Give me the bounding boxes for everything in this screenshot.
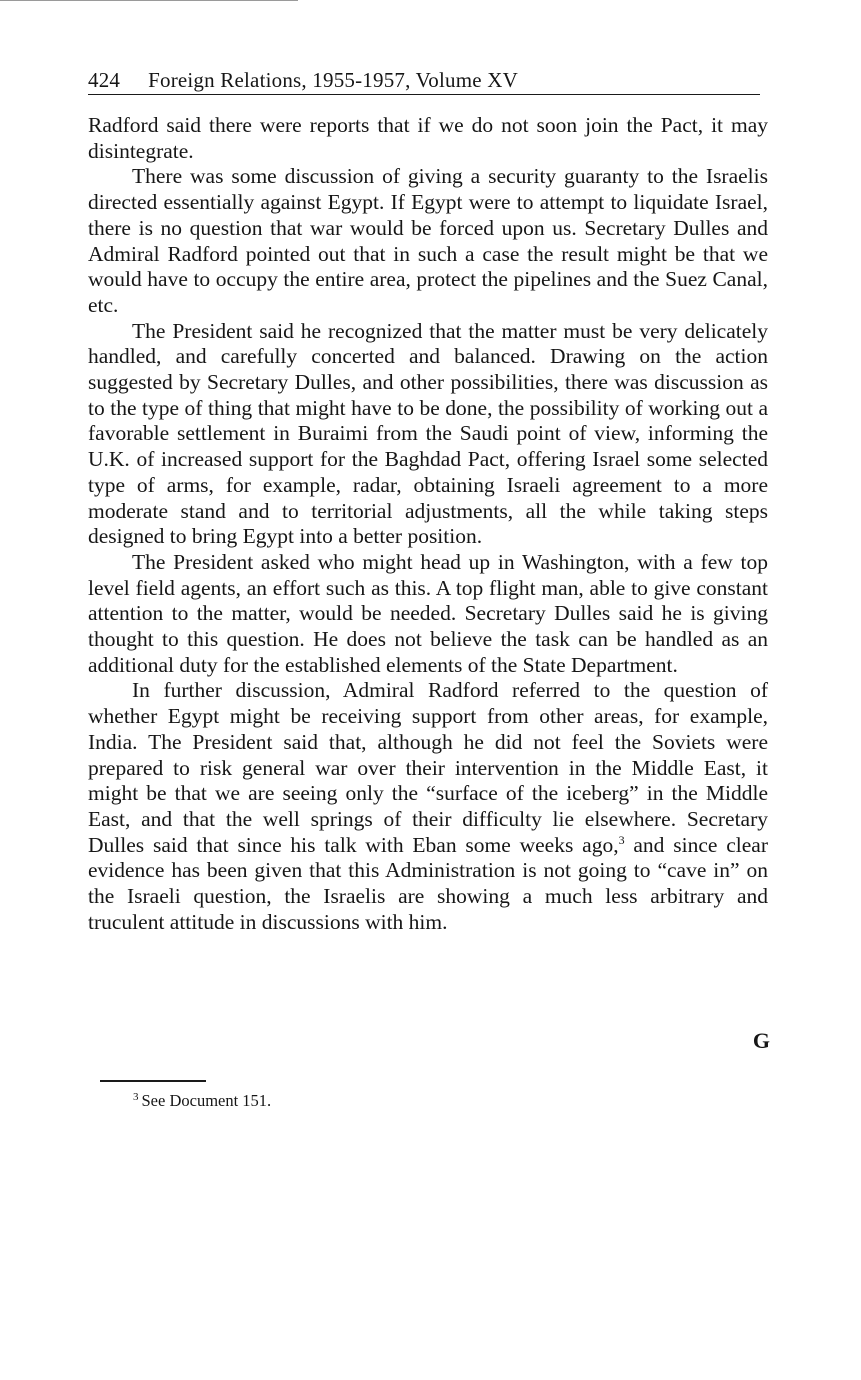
footnote (133, 1090, 633, 1112)
paragraph-2: There was some discussion of giving a security guaranty to the Israelis directed essentially against Egypt. If Egypt were to attempt to liquidate Israel, there is no question that war would be forced upon us. Secretary Dulles and Admiral Radford pointed out that in such a case the result might be that we would have to occupy the entire area, protect the pipelines and the Suez Canal, etc. (88, 164, 768, 317)
footnote-marker: 3 (133, 1090, 139, 1103)
signature-initial: G (752, 1028, 770, 1053)
footnote-divider (100, 1080, 206, 1082)
volume-title: Foreign Relations, 1955-1957, Volume XV (148, 68, 518, 92)
page-number: 424 (88, 68, 121, 92)
running-header (88, 66, 760, 95)
paragraph-1: Radford said there were reports that if we do not soon join the Pact, it may disintegrate. (88, 113, 768, 163)
paragraph-5 (88, 678, 768, 935)
paragraph-5-part-2: and since clear evidence has been given that this Administration is not going to “cave in” on the Israeli question, the Israelis are showing a much less arbitrary and truculent attitude in discussions with him. (88, 832, 768, 934)
footnote-text: See Document 151. (141, 1091, 272, 1110)
paragraph-3: The President said he recognized that the matter must be very delicately handled, and carefully concerted and balanced. Drawing on the action suggested by Secretary Dulles, and other possibilities, there was discussion as to the type of thing that might have to be done, the possibility of working out a favorable settlement in Buraimi from the Saudi point of view, informing the U.K. of increased support for the Baghdad Pact, offering Israel some selected type of arms, for example, radar, obtaining Israeli agreement to a more moderate stand and to territorial adjustments, all the while taking steps designed to bring Egypt into a better position. (88, 318, 768, 549)
paragraph-4: The President asked who might head up in Washington, with a few top level field agents, an effort such as this. A top flight man, able to give constant attention to the matter, would be needed. Secretary Dulles said he is giving thought to this question. He does not believe the task can be handled as an additional duty for the established elements of the State Department. (88, 549, 768, 677)
body-text (88, 113, 768, 936)
paragraph-5-part-1: In further discussion, Admiral Radford referred to the question of whether Egypt might be receiving support from other areas, for example, India. The President said that, although he did not feel the Soviets were prepared to risk general war over their intervention in the Middle East, it might be that we are seeing only the “surface of the iceberg” in the Middle East, and that the well springs of their difficulty lie elsewhere. Secretary Dulles said that since his talk with Eban some weeks ago, (88, 678, 768, 857)
scan-edge-line (0, 0, 298, 1)
footnote-reference: 3 (618, 832, 625, 847)
